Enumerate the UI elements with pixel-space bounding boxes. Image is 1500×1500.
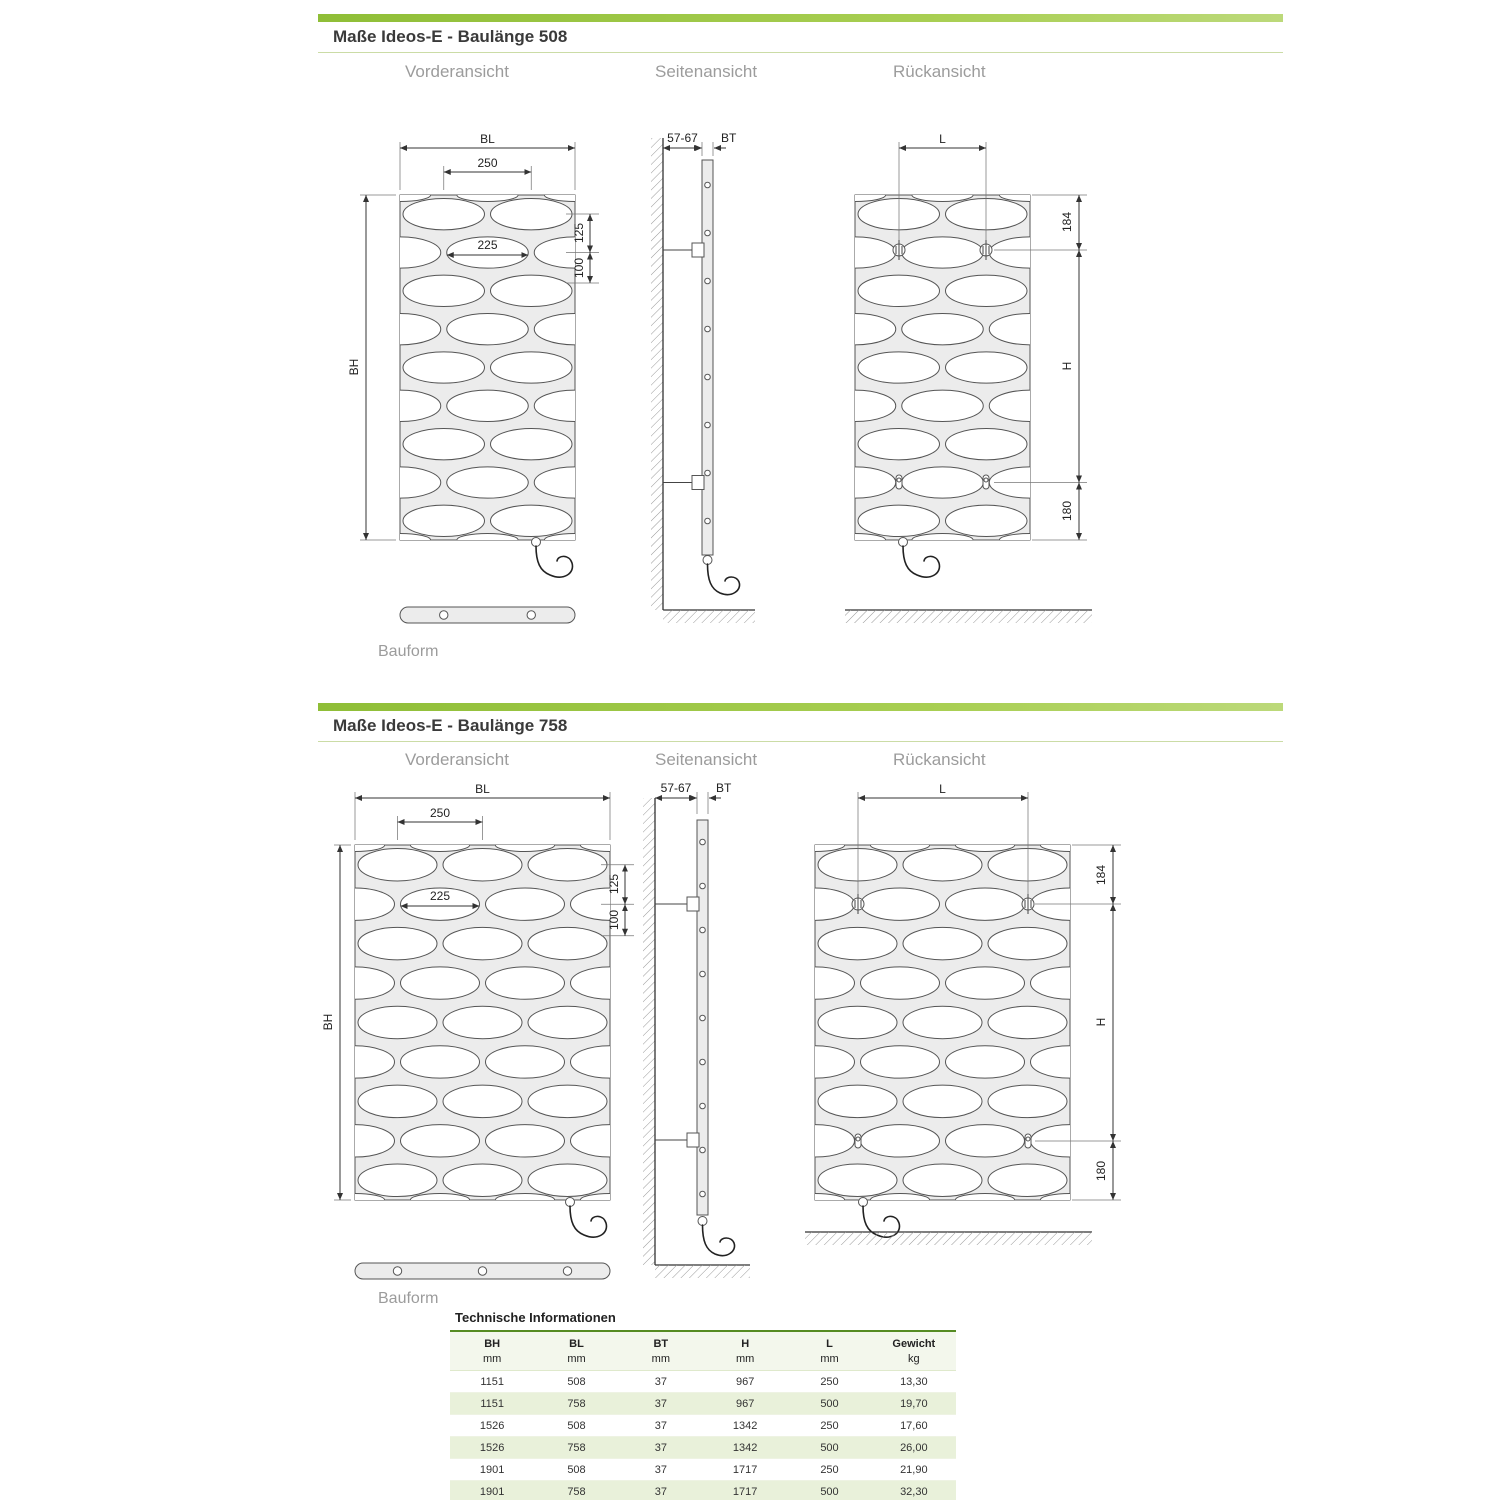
- table-row: 1526 508 37 1342 250 17,60: [450, 1415, 956, 1437]
- keyhole-slot-icon: [896, 475, 902, 489]
- dim-label-125: 125: [572, 222, 586, 244]
- radiator-rear-panel-508: [814, 189, 1071, 547]
- dim-label-h: H: [1060, 361, 1074, 371]
- table-col-bt: BT mm: [651, 1338, 670, 1365]
- wall-hatch: [643, 798, 655, 1265]
- dim-label-225: 225: [429, 889, 451, 903]
- dim-label-bt: BT: [716, 781, 732, 795]
- keyhole-slot-icon: [855, 1134, 861, 1148]
- accent-bar-508: [318, 14, 1283, 22]
- table-col-l: L mm: [820, 1338, 839, 1365]
- view-label-rear-758: Rückansicht: [893, 750, 986, 769]
- accent-bar-758: [318, 703, 1283, 711]
- bauform-label-758: Bauform: [378, 1290, 439, 1307]
- floor-hatch: [845, 610, 1092, 623]
- dim-label-wall-gap: 57-67: [660, 781, 692, 795]
- table-col-h: H mm: [736, 1338, 755, 1365]
- view-label-rear-508: Rückansicht: [893, 62, 986, 81]
- dimension-drawing-508: [318, 90, 1283, 675]
- table-col-gewicht: Gewicht kg: [892, 1338, 936, 1365]
- keyhole-slot-icon: [983, 475, 989, 489]
- section-rule-508: [318, 52, 1283, 53]
- floor-hatch: [805, 1232, 1092, 1245]
- radiator-side-profile: [702, 160, 713, 555]
- radiator-rear-panel-758: [776, 839, 1110, 1207]
- power-cable-icon: [536, 546, 572, 577]
- dim-label-184: 184: [1060, 211, 1074, 233]
- section-title-758: Maße Ideos-E - Baulänge 758: [333, 716, 568, 735]
- wall-bracket-icon: [692, 476, 704, 490]
- technical-info-table: [450, 1308, 956, 1500]
- rear-view-508: [814, 132, 1092, 623]
- section-title-508: Maße Ideos-E - Baulänge 508: [333, 27, 568, 46]
- dim-label-l: L: [939, 132, 946, 146]
- view-label-side-508: Seitenansicht: [655, 62, 758, 81]
- wall-hatch: [651, 138, 663, 610]
- table-row: 1151 508 37 967 250 13,30: [450, 1371, 956, 1393]
- side-view-508: [651, 131, 755, 623]
- dim-label-180: 180: [1094, 1160, 1108, 1182]
- power-cable-icon: [570, 1206, 606, 1237]
- rear-view-758: [776, 782, 1122, 1245]
- table-col-bl: BL mm: [567, 1338, 586, 1365]
- dim-label-225: 225: [477, 238, 498, 252]
- dim-label-250: 250: [429, 806, 451, 820]
- dimension-drawing-758: [318, 775, 1283, 1295]
- table-row: 1526 758 37 1342 500 26,00: [450, 1437, 956, 1459]
- dim-label-bh: BH: [347, 358, 361, 376]
- section-rule-758: [318, 741, 1283, 742]
- dim-label-wall-gap: 57-67: [667, 131, 698, 145]
- heating-element-icon: [703, 556, 712, 565]
- view-label-side-758: Seitenansicht: [655, 750, 758, 769]
- dim-label-bl: BL: [475, 782, 490, 796]
- table-col-bh: BH mm: [483, 1338, 502, 1365]
- view-label-front-508: Vorderansicht: [405, 62, 509, 81]
- table-row: 1151 758 37 967 500 19,70: [450, 1393, 956, 1415]
- bauform-label-508: Bauform: [378, 643, 439, 660]
- table-body: [450, 1371, 956, 1500]
- front-view-758: [318, 782, 650, 1237]
- dim-label-100: 100: [607, 909, 621, 931]
- power-cable-icon: [708, 564, 740, 595]
- dim-label-bh: BH: [321, 1013, 335, 1031]
- bauform-view-508: [400, 607, 575, 623]
- wall-bracket-icon: [687, 1133, 699, 1147]
- table-row: 1901 758 37 1717 500 32,30: [450, 1481, 956, 1500]
- heating-element-icon: [566, 1198, 575, 1207]
- power-cable-icon: [903, 546, 939, 577]
- table-header: [450, 1332, 956, 1371]
- view-label-front-758: Vorderansicht: [405, 750, 509, 769]
- dim-label-h: H: [1094, 1017, 1108, 1027]
- table-row: 1901 508 37 1717 250 21,90: [450, 1459, 956, 1481]
- dim-label-100: 100: [572, 257, 586, 279]
- dim-label-bt: BT: [721, 131, 737, 145]
- side-view-758: [643, 781, 750, 1278]
- dim-label-125: 125: [607, 873, 621, 895]
- dim-label-bl: BL: [480, 132, 495, 146]
- power-cable-icon: [703, 1225, 735, 1256]
- bauform-view-758: [355, 1263, 610, 1279]
- heating-element-icon: [698, 1217, 707, 1226]
- dim-label-l: L: [939, 782, 946, 796]
- heating-element-icon: [899, 538, 908, 547]
- floor-hatch: [663, 610, 755, 623]
- dim-label-250: 250: [477, 156, 498, 170]
- heating-element-icon: [859, 1198, 868, 1207]
- radiator-front-panel-758: [318, 839, 650, 1207]
- floor-hatch: [655, 1265, 750, 1278]
- dim-label-184: 184: [1094, 864, 1108, 886]
- wall-bracket-icon: [687, 897, 699, 911]
- dim-label-180: 180: [1060, 500, 1074, 522]
- heating-element-icon: [532, 538, 541, 547]
- table-title: Technische Informationen: [450, 1308, 956, 1332]
- keyhole-slot-icon: [1025, 1134, 1031, 1148]
- front-view-508: [347, 132, 616, 577]
- wall-bracket-icon: [692, 243, 704, 257]
